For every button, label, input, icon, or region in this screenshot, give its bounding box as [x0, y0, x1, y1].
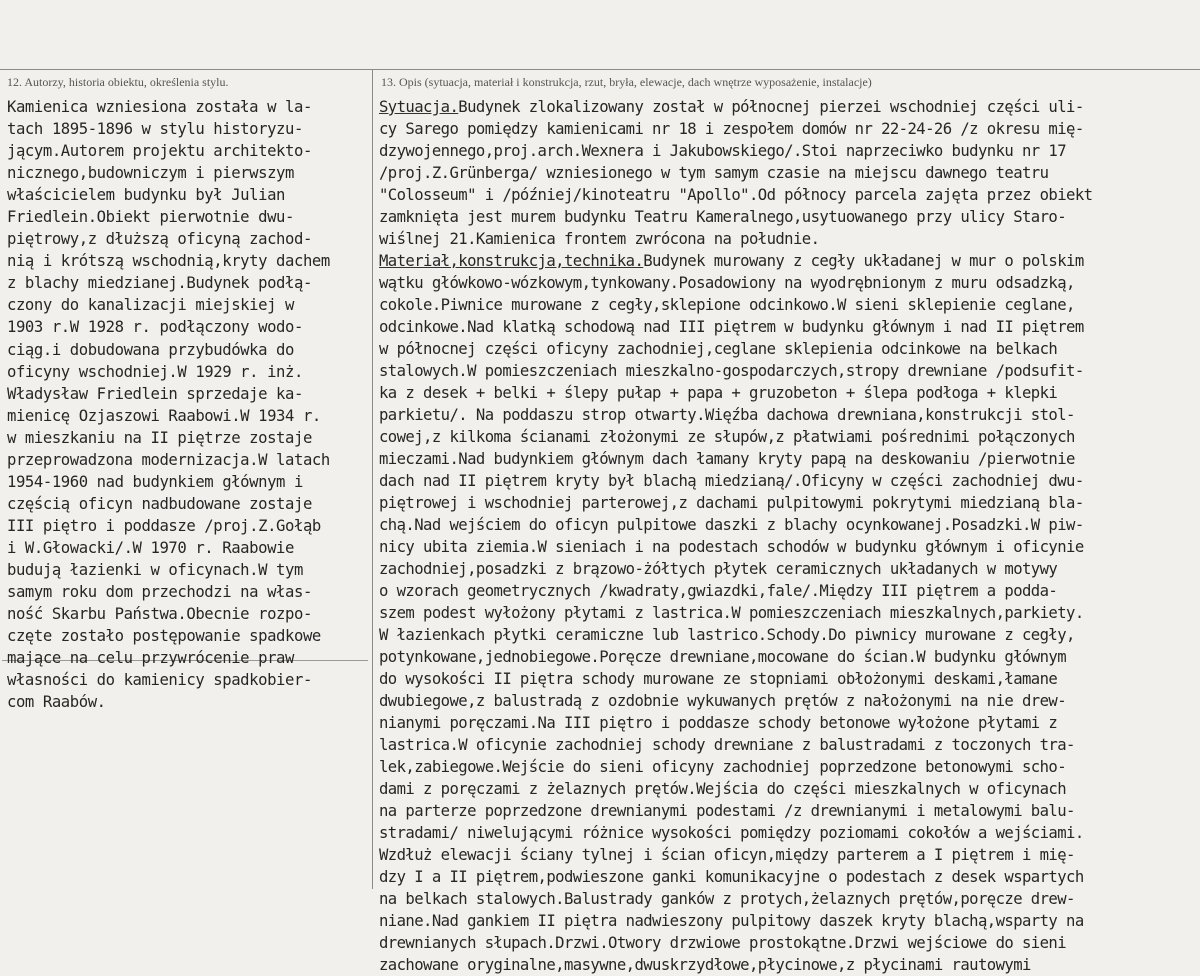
- history-line: właścicielem budynku był Julian: [7, 186, 286, 205]
- history-line: Kamienica wzniesiona została w la-: [7, 98, 312, 116]
- field-13-header: 13. Opis (sytuacja, materiał i konstrukcja, rzut, bryła, elewacje, dach wnętrze wyposażenie, instalacje): [381, 75, 872, 89]
- history-line: Friedlein.Obiekt pierwotnie dwu-: [7, 208, 294, 227]
- description-text-run: Wzdłuż elewacji ściany tylnej i ścian oficyn,między parterem a I piętrem i mię-: [379, 846, 1075, 864]
- description-text-run: /proj.Z.Grünberga/ wzniesionego w tym samym czasie na miejscu dawnego teatru: [379, 164, 1049, 182]
- description-text-run: na parterze poprzedzone drewnianymi podestami /z drewnianymi i metalowymi balu-: [379, 802, 1075, 820]
- description-line: [379, 250, 1200, 272]
- history-line: mienicę Ozjaszowi Raabowi.W 1934 r.: [7, 406, 321, 425]
- form-top-rule: [0, 69, 1200, 70]
- description-line: [379, 668, 1200, 690]
- history-text: [7, 96, 367, 713]
- description-line: [379, 470, 1200, 492]
- history-line: Władysław Friedlein sprzedaje ka-: [7, 384, 303, 403]
- history-line: ciąg.i dobudowana przybudówka do: [7, 340, 294, 359]
- description-text-run: dami z poręczami z żelaznych prętów.Wejścia do części mieszkalnych w oficynach: [379, 780, 1067, 798]
- description-text-run: dach nad II piętrem kryty był blachą miedzianą/.Oficyny w części zachodniej dwu-: [379, 472, 1084, 490]
- description-line: [379, 96, 1200, 118]
- description-line: [379, 844, 1200, 866]
- description-text-run: zamknięta jest murem budynku Teatru Kameralnego,usytuowanego przy ulicy Staro-: [379, 208, 1067, 226]
- history-line: samym roku dom przechodzi na włas-: [7, 583, 312, 602]
- description-line: [379, 646, 1200, 668]
- history-line: w mieszkaniu na II piętrze zostaje: [7, 428, 312, 447]
- description-line: [379, 294, 1200, 316]
- description-text-run: chą.Nad wejściem do oficyn pulpitowe daszki z blachy ocynkowanej.Posadzki.W piw-: [379, 516, 1084, 534]
- history-line: i W.Głowacki/.W 1970 r. Raabowie: [7, 538, 294, 557]
- description-line: [379, 778, 1200, 800]
- description-text-run: o wzorach geometrycznych /kwadraty,gwiazdki,fale/.Między III piętrem a podda-: [379, 582, 1058, 600]
- description-text-run: nianymi poręczami.Na III piętro i poddasze schody betonowe wyłożone płytami z: [379, 714, 1058, 732]
- description-line: [379, 624, 1200, 646]
- history-line: z blachy miedzianej.Budynek podłą-: [7, 274, 312, 293]
- description-line: [379, 360, 1200, 382]
- history-line: budują łazienki w oficynach.W tym: [7, 560, 303, 579]
- history-line: jącym.Autorem projektu architekto-: [7, 142, 312, 161]
- description-text-run: niane.Nad gankiem II piętra nadwieszony pulpitowy daszek kryty blachą,wsparty na: [379, 912, 1084, 930]
- description-text-run: zachodniej,posadzki z brązowo-żółtych płytek ceramicznych układanych w motywy: [379, 560, 1058, 578]
- description-text-run: stradami/ niwelującymi różnice wysokości pomiędzy poziomami cokołów a wejściami.: [379, 824, 1084, 842]
- description-text-run: cokole.Piwnice murowane z cegły,sklepione odcinkowo.W sieni sklepienie ceglane,: [379, 296, 1075, 314]
- description-line: [379, 756, 1200, 778]
- history-line: 1954-1960 nad budynkiem głównym i: [7, 472, 303, 491]
- history-line: przeprowadzona modernizacja.W latach: [7, 450, 330, 469]
- description-line: [379, 932, 1200, 954]
- description-text-run: mieczami.Nad budynkiem głównym dach łamany kryty papą na deskowaniu /pierwotnie: [379, 450, 1075, 468]
- history-line: 1903 r.W 1928 r. podłączony wodo-: [7, 318, 303, 337]
- description-line: [379, 558, 1200, 580]
- history-line: ność Skarbu Państwa.Obecnie rozpo-: [7, 605, 312, 624]
- description-line: [379, 184, 1200, 206]
- description-text-run: wątku główkowo-wózkowym,tynkowany.Posadowiony na wyodrębnionym z muru odsadzką,: [379, 274, 1075, 292]
- description-line: [379, 580, 1200, 602]
- history-line: mające na celu przywrócenie praw: [7, 649, 294, 668]
- description-line: [379, 316, 1200, 338]
- description-line: [379, 448, 1200, 470]
- description-text-run: potynkowane,jednobiegowe.Poręcze drewniane,mocowane do ścian.W budynku głównym: [379, 648, 1067, 666]
- history-line: czony do kanalizacji miejskiej w: [7, 296, 294, 315]
- description-text-run: ka z desek + belki + ślepy pułap + papa + gruzobeton + ślepa podłoga + klepki: [379, 384, 1058, 402]
- history-line: oficyny wschodniej.W 1929 r. inż.: [7, 362, 303, 381]
- description-text-run: cy Sarego pomiędzy kamienicami nr 18 i zespołem domów nr 22-24-26 /z okresu mię-: [379, 120, 1084, 138]
- description-text-run: piętrowej i wschodniej parterowej,z dachami pulpitowymi pokrytymi miedzianą bla-: [379, 494, 1084, 512]
- description-line: [379, 536, 1200, 558]
- description-line: [379, 404, 1200, 426]
- history-line: częścią oficyn nadbudowane zostaje: [7, 494, 312, 513]
- field-12-header: 12. Autorzy, historia obiektu, określenia stylu.: [7, 75, 229, 89]
- description-line: [379, 866, 1200, 888]
- description-text-run: Budynek murowany z cegły układanej w mur o polskim: [643, 252, 1084, 270]
- description-line: [379, 228, 1200, 250]
- description-text-run: drewnianych słupach.Drzwi.Otwory drzwiowe prostokątne.Drzwi wejściowe do sieni: [379, 934, 1067, 952]
- description-line: [379, 712, 1200, 734]
- history-line: nią i krótszą wschodnią,kryty dachem: [7, 252, 330, 271]
- description-line: [379, 382, 1200, 404]
- column-divider: [372, 69, 373, 889]
- description-line: [379, 272, 1200, 294]
- description-line: [379, 118, 1200, 140]
- description-line: [379, 338, 1200, 360]
- description-line: [379, 690, 1200, 712]
- description-line: [379, 492, 1200, 514]
- description-text-run: cowej,z kilkoma ścianami złożonymi ze słupów,z płatwiami pośrednimi połączonych: [379, 428, 1075, 446]
- section-heading: Materiał,konstrukcja,technika.: [379, 252, 644, 270]
- description-line: [379, 888, 1200, 910]
- description-line: [379, 822, 1200, 844]
- description-line: [379, 206, 1200, 228]
- history-line: częte zostało postępowanie spadkowe: [7, 627, 321, 646]
- description-text-run: w północnej części oficyny zachodniej,ceglane sklepienia odcinkowe na belkach: [379, 340, 1058, 358]
- history-line: com Raabów.: [7, 693, 106, 712]
- history-line: własności do kamienicy spadkobier-: [7, 671, 312, 690]
- description-text-run: W łazienkach płytki ceramiczne lub lastrico.Schody.Do piwnicy murowane z cegły,: [379, 626, 1075, 644]
- description-text-run: szem podest wyłożony płytami z lastrica.W pomieszczeniach mieszkalnych,parkiety.: [379, 604, 1084, 622]
- section-heading: Sytuacja.: [379, 98, 459, 116]
- description-line: [379, 514, 1200, 536]
- description-text: [379, 96, 1200, 976]
- description-text-run: dzywojennego,proj.arch.Wexnera i Jakubowskiego/.Stoi naprzeciwko budynku nr 17: [379, 142, 1067, 160]
- history-line: III piętro i poddasze /proj.Z.Gołąb: [7, 516, 321, 535]
- description-text-run: na belkach stalowych.Balustrady ganków z protych,żelaznych prętów,poręcze drew-: [379, 890, 1075, 908]
- history-line: nicznego,budowniczym i pierwszym: [7, 164, 294, 183]
- description-line: [379, 734, 1200, 756]
- description-text-run: zachowane oryginalne,masywne,dwuskrzydłowe,płycinowe,z płycinami rautowymi: [379, 956, 1031, 974]
- description-text-run: "Colosseum" i /później/kinoteatru "Apollo".Od północy parcela zajęta przez obiekt: [379, 186, 1093, 204]
- description-line: [379, 602, 1200, 624]
- description-text-run: nicy ubita ziemia.W sieniach i na podestach schodów w budynku głównym i oficynie: [379, 538, 1084, 556]
- description-line: [379, 954, 1200, 976]
- description-text-run: lek,zabiegowe.Wejście do sieni oficyny zachodniej poprzedzone betonowymi scho-: [379, 758, 1067, 776]
- history-line: piętrowy,z dłuższą oficyną zachod-: [7, 230, 312, 249]
- description-text-run: lastrica.W oficynie zachodniej schody drewniane z balustradami z toczonych tra-: [379, 736, 1075, 754]
- description-text-run: Budynek zlokalizowany został w północnej pierzei wschodniej części uli-: [458, 98, 1084, 116]
- history-line: tach 1895-1896 w stylu historyzu-: [7, 120, 303, 139]
- description-text-run: dwubiegowe,z balustradą z ozdobnie wykuwanych prętów z nałożonymi na nie drew-: [379, 692, 1067, 710]
- description-line: [379, 800, 1200, 822]
- description-line: [379, 910, 1200, 932]
- description-text-run: wiślnej 21.Kamienica frontem zwrócona na południe.: [379, 230, 820, 248]
- description-text-run: parkietu/. Na poddaszu strop otwarty.Więźba dachowa drewniana,konstrukcji stol-: [379, 406, 1075, 424]
- description-line: [379, 162, 1200, 184]
- description-text-run: do wysokości II piętra schody murowane ze stopniami obłożonymi deskami,łamane: [379, 670, 1058, 688]
- description-text-run: stalowych.W pomieszczeniach mieszkalno-gospodarczych,stropy drewniane /podsufit-: [379, 362, 1084, 380]
- description-line: [379, 426, 1200, 448]
- description-line: [379, 140, 1200, 162]
- description-text-run: odcinkowe.Nad klatką schodową nad III piętrem w budynku głównym i nad II piętrem: [379, 318, 1084, 336]
- description-text-run: dzy I a II piętrem,podwieszone ganki komunikacyjne o podestach z desek wspartych: [379, 868, 1084, 886]
